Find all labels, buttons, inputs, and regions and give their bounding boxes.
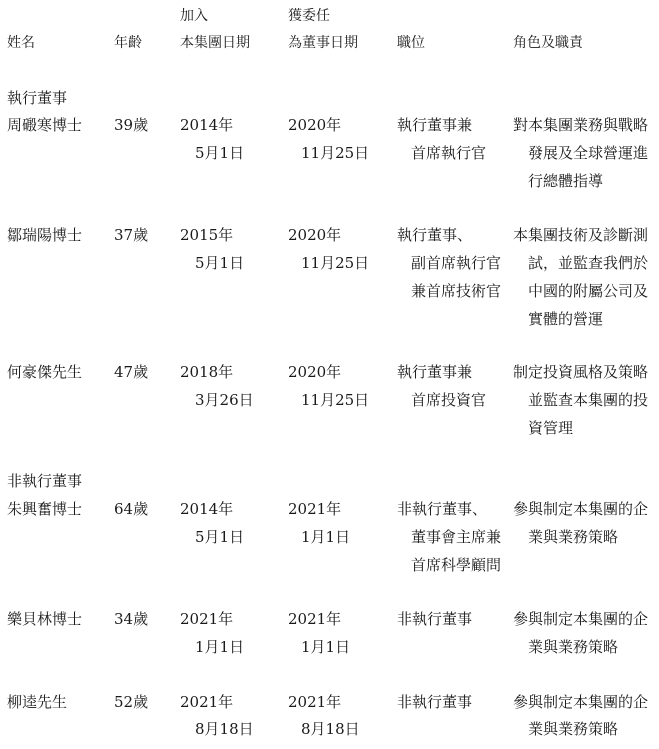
position-line: 副首席執行官 <box>411 254 502 272</box>
appoint-date: 1月1日 <box>301 528 351 546</box>
appoint-year: 2021年 <box>288 500 342 518</box>
appoint-year: 2021年 <box>288 693 342 711</box>
header-name: 姓名 <box>7 35 35 51</box>
role-line: 行總體指導 <box>528 172 604 190</box>
section-title-executive: 執行董事 <box>7 89 68 107</box>
join-date: 5月1日 <box>195 144 245 162</box>
appoint-date: 11月25日 <box>301 391 370 409</box>
join-year: 2014年 <box>180 500 234 518</box>
director-name: 柳逵先生 <box>7 693 68 711</box>
appoint-date: 11月25日 <box>301 254 370 272</box>
join-date: 1月1日 <box>195 638 245 656</box>
join-date: 8月18日 <box>195 720 254 738</box>
position-line: 執行董事、 <box>397 226 473 244</box>
director-name: 何豪傑先生 <box>7 363 83 381</box>
role-line: 業與業務策略 <box>528 720 619 738</box>
position-line: 執行董事兼 <box>397 363 473 381</box>
role-line: 試，並監查我們於 <box>528 254 649 272</box>
join-year: 2021年 <box>180 693 234 711</box>
director-name: 朱興奮博士 <box>7 500 83 518</box>
appoint-year: 2020年 <box>288 363 342 381</box>
appoint-year: 2020年 <box>288 226 342 244</box>
section-title-non-executive: 非執行董事 <box>7 472 83 490</box>
role-line: 本集團技術及診斷測 <box>513 226 649 244</box>
header-appoint-line2: 為董事日期 <box>288 35 358 51</box>
join-year: 2021年 <box>180 610 234 628</box>
role-line: 業與業務策略 <box>528 528 619 546</box>
director-age: 52歲 <box>114 693 149 711</box>
position-line: 非執行董事 <box>397 610 473 628</box>
join-year: 2015年 <box>180 226 234 244</box>
role-line: 業與業務策略 <box>528 638 619 656</box>
role-line: 參與制定本集團的企 <box>513 610 649 628</box>
role-line: 中國的附屬公司及 <box>528 282 649 300</box>
appoint-year: 2020年 <box>288 116 342 134</box>
header-appoint-line1: 獲委任 <box>288 8 330 24</box>
join-year: 2014年 <box>180 116 234 134</box>
director-age: 37歲 <box>114 226 149 244</box>
role-line: 發展及全球營運進 <box>528 144 649 162</box>
director-age: 64歲 <box>114 500 149 518</box>
director-age: 34歲 <box>114 610 149 628</box>
position-line: 首席執行官 <box>411 144 487 162</box>
role-line: 制定投資風格及策略 <box>513 363 649 381</box>
appoint-year: 2021年 <box>288 610 342 628</box>
header-join-line2: 本集團日期 <box>180 35 250 51</box>
position-line: 兼首席技術官 <box>411 282 502 300</box>
director-name: 樂貝林博士 <box>7 610 83 628</box>
director-name: 鄒瑞陽博士 <box>7 226 83 244</box>
director-age: 39歲 <box>114 116 149 134</box>
role-line: 對本集團業務與戰略 <box>513 116 649 134</box>
join-date: 5月1日 <box>195 254 245 272</box>
join-date: 5月1日 <box>195 528 245 546</box>
position-line: 首席科學顧問 <box>411 556 502 574</box>
position-line: 非執行董事、 <box>397 500 488 518</box>
join-date: 3月26日 <box>195 391 254 409</box>
director-name: 周磤寒博士 <box>7 116 83 134</box>
role-line: 並監查本集團的投 <box>528 391 649 409</box>
position-line: 執行董事兼 <box>397 116 473 134</box>
header-join-line1: 加入 <box>180 8 208 24</box>
header-role: 角色及職責 <box>513 35 583 51</box>
role-line: 參與制定本集團的企 <box>513 693 649 711</box>
join-year: 2018年 <box>180 363 234 381</box>
role-line: 資管理 <box>528 419 574 437</box>
director-age: 47歲 <box>114 363 149 381</box>
header-position: 職位 <box>397 35 425 51</box>
appoint-date: 1月1日 <box>301 638 351 656</box>
role-line: 參與制定本集團的企 <box>513 500 649 518</box>
appoint-date: 11月25日 <box>301 144 370 162</box>
position-line: 首席投資官 <box>411 391 487 409</box>
position-line: 董事會主席兼 <box>411 528 502 546</box>
position-line: 非執行董事 <box>397 693 473 711</box>
role-line: 實體的營運 <box>528 310 604 328</box>
header-age: 年齡 <box>114 35 142 51</box>
appoint-date: 8月18日 <box>301 720 360 738</box>
